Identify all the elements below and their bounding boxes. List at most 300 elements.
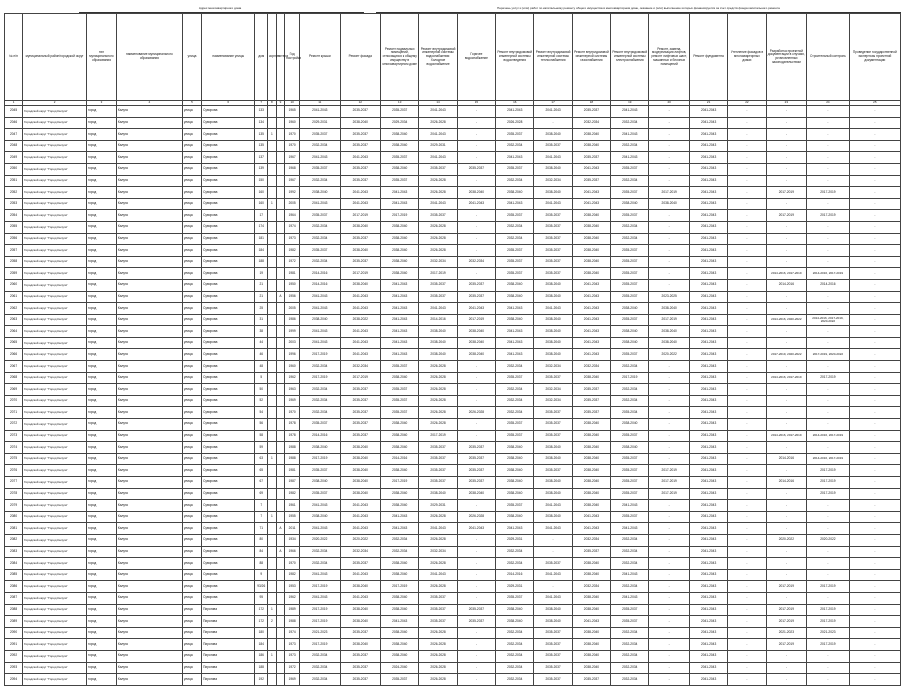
table-cell: 2032-2034	[300, 674, 340, 686]
table-cell: город	[87, 477, 117, 489]
table-cell: -	[457, 221, 495, 233]
table-cell: -	[649, 106, 689, 118]
table-cell: 2017-2019	[419, 430, 457, 442]
table-cell: -	[807, 361, 850, 373]
table-cell: 172	[255, 616, 268, 628]
table-cell: 2041-2043	[689, 453, 727, 465]
table-cell: Пирогова	[202, 639, 255, 651]
table-cell: -	[766, 245, 806, 257]
table-cell: город	[87, 372, 117, 384]
table-cell: 2041-2043	[572, 303, 610, 315]
table-cell	[268, 558, 277, 570]
table-cell: город	[87, 500, 117, 512]
table-cell: 2032-2034	[611, 384, 649, 396]
column-header: дом	[255, 14, 268, 101]
table-row	[5, 639, 901, 651]
table-cell: 2041-2043	[457, 198, 495, 210]
table-cell: 2017-2019	[300, 616, 340, 628]
table-cell: Городской округ "Город Калуга"	[23, 465, 87, 477]
table-cell: Городской округ "Город Калуга"	[23, 152, 87, 164]
table-cell: улица	[182, 384, 201, 396]
column-header: Разработка проектной документации в случаях, установленных законодательством	[766, 14, 806, 101]
table-cell: 2032-2034	[381, 546, 419, 558]
table-cell: город	[87, 523, 117, 535]
table-cell: 2021-2023	[807, 627, 850, 639]
table-cell: 2038-2040	[611, 442, 649, 454]
table-cell: -	[649, 233, 689, 245]
table-cell: город	[87, 187, 117, 199]
table-cell: 2035-2037	[300, 465, 340, 477]
table-cell: 2038-2040	[534, 477, 572, 489]
table-row	[5, 314, 901, 326]
table-cell	[276, 395, 285, 407]
table-cell: 7	[255, 500, 268, 512]
table-cell: 2032-2034	[300, 233, 340, 245]
table-cell: Суворова	[202, 546, 255, 558]
table-cell: 2038-2040	[572, 650, 610, 662]
table-cell: 2026-2028	[419, 245, 457, 257]
table-cell: 2041-2043	[689, 534, 727, 546]
table-cell: 2083	[5, 546, 23, 558]
table-cell	[268, 210, 277, 222]
table-cell: Суворова	[202, 349, 255, 361]
table-cell	[268, 337, 277, 349]
table-cell: 2038-2040	[381, 372, 419, 384]
table-cell: 1960	[285, 117, 300, 129]
table-cell: 2024-2040	[381, 662, 419, 674]
table-cell: 54	[255, 407, 268, 419]
table-cell: 2041-2043	[381, 326, 419, 338]
table-cell	[276, 279, 285, 291]
table-cell: Городской округ "Город Калуга"	[23, 534, 87, 546]
table-cell: 2026-2028	[419, 558, 457, 570]
table-cell: 2038-2040	[496, 442, 534, 454]
table-cell: Калуга	[116, 198, 182, 210]
table-cell: 2038-2040	[496, 279, 534, 291]
table-row	[5, 488, 901, 500]
table-cell: 2038-2040	[534, 163, 572, 175]
table-row	[5, 140, 901, 152]
table-cell: 2035-2037	[340, 419, 380, 431]
table-cell: 2035-2037	[611, 291, 649, 303]
column-header: Ремонт, замена, модернизация лифтов, ремонт лифтовых шахт, машинных и блочных помещений	[649, 14, 689, 101]
table-cell: 2038-2040	[572, 442, 610, 454]
table-row	[5, 650, 901, 662]
table-cell: улица	[182, 221, 201, 233]
table-cell: 2041-2043	[381, 291, 419, 303]
table-cell: 172	[255, 604, 268, 616]
table-cell: 2041-2043	[340, 187, 380, 199]
table-cell: 2032-2034	[300, 395, 340, 407]
table-cell: -	[728, 430, 766, 442]
table-cell: 2041-2043	[689, 511, 727, 523]
table-cell: 2041-2043	[689, 488, 727, 500]
table-cell: 137	[255, 152, 268, 164]
table-cell: -	[457, 129, 495, 141]
table-cell: 2029-2031	[496, 581, 534, 593]
table-cell: 2014-2016	[496, 569, 534, 581]
table-cell: 2035-2037	[340, 256, 380, 268]
table-cell: -	[649, 384, 689, 396]
table-cell	[268, 662, 277, 674]
table-cell: Калуга	[116, 500, 182, 512]
table-cell: 2076	[5, 465, 23, 477]
table-cell: -	[766, 384, 806, 396]
table-cell: 2041-2043	[496, 106, 534, 118]
column-number: 3	[87, 101, 117, 106]
table-cell: 2041-2043	[689, 674, 727, 686]
table-cell: 1973	[285, 233, 300, 245]
table-cell: -	[849, 268, 900, 280]
table-cell: 2038-2040	[457, 349, 495, 361]
table-cell: 2014-2016	[300, 268, 340, 280]
table-cell: Суворова	[202, 430, 255, 442]
address-group-rule	[79, 12, 364, 13]
table-cell: 2038-2040	[611, 419, 649, 431]
table-cell: 2038-2040	[572, 245, 610, 257]
table-cell: город	[87, 175, 117, 187]
table-cell: Суворова	[202, 592, 255, 604]
table-cell: 2026-2028	[419, 187, 457, 199]
table-cell: 2041-2043	[689, 419, 727, 431]
table-cell: 2017-2019	[300, 372, 340, 384]
table-cell: 2084	[5, 558, 23, 570]
table-cell: 2035-2037	[611, 604, 649, 616]
table-cell	[268, 419, 277, 431]
table-cell: 2038-2040	[381, 465, 419, 477]
table-cell	[268, 291, 277, 303]
table-cell: 2041-2043	[340, 511, 380, 523]
table-cell: 2032-2034	[496, 395, 534, 407]
table-cell: 2041-2043	[689, 279, 727, 291]
table-cell: 2035-2037	[340, 627, 380, 639]
table-cell: Калуга	[116, 221, 182, 233]
table-cell: Суворова	[202, 523, 255, 535]
table-cell: 2038-2040	[381, 129, 419, 141]
table-cell: 1988	[285, 616, 300, 628]
table-cell: 1992	[285, 187, 300, 199]
table-cell: -	[649, 221, 689, 233]
table-cell: 2035-2037	[611, 453, 649, 465]
table-cell: 2023-2025	[649, 291, 689, 303]
table-cell	[276, 674, 285, 686]
table-cell: 2041-2043	[689, 395, 727, 407]
table-cell: город	[87, 221, 117, 233]
table-cell: -	[766, 674, 806, 686]
table-cell: город	[87, 511, 117, 523]
table-cell	[268, 592, 277, 604]
table-cell: -	[849, 256, 900, 268]
table-cell: 1961	[285, 500, 300, 512]
table-cell: 2035-2037	[611, 210, 649, 222]
table-cell: -	[728, 117, 766, 129]
table-cell: 2038-2040	[381, 233, 419, 245]
table-cell	[276, 604, 285, 616]
table-cell: Калуга	[116, 453, 182, 465]
table-cell: 2005	[285, 198, 300, 210]
table-cell: 2020-2022	[766, 534, 806, 546]
table-cell: -	[849, 198, 900, 210]
table-cell: -	[849, 291, 900, 303]
table-cell: 2041-2043	[572, 291, 610, 303]
table-cell	[276, 384, 285, 396]
table-cell: 2032-2034	[496, 221, 534, 233]
table-cell: 2038-2040	[534, 511, 572, 523]
table-cell: 2032-2034	[496, 361, 534, 373]
table-cell: 2017-2019	[807, 604, 850, 616]
table-row	[5, 442, 901, 454]
table-cell: 2041-2043	[689, 117, 727, 129]
column-header: Ремонт фундамента	[689, 14, 727, 101]
table-cell: 2020-2022	[340, 534, 380, 546]
table-cell: -	[849, 650, 900, 662]
table-cell: 2035-2037	[611, 279, 649, 291]
table-cell: Калуга	[116, 650, 182, 662]
table-cell: -	[728, 291, 766, 303]
table-cell: 2038-2040	[340, 477, 380, 489]
table-cell: 1996	[285, 349, 300, 361]
table-cell: -	[807, 175, 850, 187]
table-cell: 2038-2040	[534, 291, 572, 303]
table-cell: 2041-2043	[689, 198, 727, 210]
table-cell: 2038-2040	[572, 477, 610, 489]
table-cell: 2032-2034	[534, 175, 572, 187]
table-cell: Городской округ "Город Калуга"	[23, 349, 87, 361]
table-cell: 2041-2043	[340, 349, 380, 361]
table-cell: 2035-2037	[340, 129, 380, 141]
table-cell: 2041-2043	[689, 465, 727, 477]
column-header: улица	[182, 14, 201, 101]
table-cell: Калуга	[116, 279, 182, 291]
table-cell: 2038-2040	[381, 430, 419, 442]
table-cell: 1974	[285, 221, 300, 233]
table-cell	[276, 210, 285, 222]
table-cell: Городской округ "Город Калуга"	[23, 477, 87, 489]
table-cell: город	[87, 581, 117, 593]
table-cell: 31	[255, 314, 268, 326]
table-cell: Городской округ "Город Калуга"	[23, 639, 87, 651]
column-header: наименование муниципального образования	[116, 14, 182, 101]
table-cell: -	[766, 140, 806, 152]
table-cell: 2038-2040	[572, 627, 610, 639]
table-cell: 2038-2040	[381, 639, 419, 651]
table-cell: Суворова	[202, 442, 255, 454]
table-cell	[268, 674, 277, 686]
table-cell: -	[849, 558, 900, 570]
table-cell: 2017-2019, 2020-2022	[807, 349, 850, 361]
table-cell: 2035-2037	[572, 152, 610, 164]
table-cell: Суворова	[202, 500, 255, 512]
table-cell	[268, 465, 277, 477]
table-cell: город	[87, 442, 117, 454]
table-cell: 2038-2040	[496, 488, 534, 500]
table-cell: 2038-2040	[300, 511, 340, 523]
table-cell: Суворова	[202, 314, 255, 326]
table-cell: 2041-2043	[419, 198, 457, 210]
table-cell: 2035-2037	[381, 384, 419, 396]
table-cell: город	[87, 616, 117, 628]
table-cell: 2014-2016, 2017-2019	[766, 268, 806, 280]
table-cell: 2041-2043	[300, 303, 340, 315]
table-cell: 2026-2028	[419, 395, 457, 407]
table-cell: 2035-2037	[534, 430, 572, 442]
table-cell: 1987	[285, 477, 300, 489]
table-cell: 2035-2037	[534, 407, 572, 419]
table-cell: 2059	[5, 268, 23, 280]
table-cell: Городской округ "Город Калуга"	[23, 372, 87, 384]
table-cell: 38	[255, 326, 268, 338]
table-cell: 2035-2037	[457, 465, 495, 477]
table-cell: 2032-2034	[496, 407, 534, 419]
table-cell: 2041-2043	[689, 581, 727, 593]
table-cell: 1970	[285, 407, 300, 419]
table-cell: -	[849, 674, 900, 686]
table-cell: -	[457, 534, 495, 546]
table-cell: 2052	[5, 187, 23, 199]
column-header: муниципальный район/городской округ	[23, 14, 87, 101]
table-cell: 1966	[285, 546, 300, 558]
table-cell: 2017-2019	[611, 372, 649, 384]
table-cell: 2035-2037	[340, 662, 380, 674]
table-row	[5, 372, 901, 384]
table-cell: 2038-2040	[381, 592, 419, 604]
table-cell: -	[649, 395, 689, 407]
table-cell: -	[457, 233, 495, 245]
table-cell: улица	[182, 419, 201, 431]
table-cell: 2017-2019	[649, 465, 689, 477]
table-cell: 2041-2043	[689, 175, 727, 187]
table-cell: -	[649, 534, 689, 546]
table-cell: -	[849, 129, 900, 141]
table-cell: 1934	[285, 534, 300, 546]
table-cell: -	[728, 407, 766, 419]
table-cell: -	[849, 430, 900, 442]
table-cell: 1960	[285, 361, 300, 373]
table-cell: 2038-2040	[300, 442, 340, 454]
table-cell: -	[457, 361, 495, 373]
table-cell: 88	[255, 558, 268, 570]
table-cell	[268, 117, 277, 129]
table-cell: Суворова	[202, 384, 255, 396]
table-cell: 2041-2043	[496, 152, 534, 164]
table-cell: 2038-2040	[534, 337, 572, 349]
table-cell: город	[87, 430, 117, 442]
table-cell: 2017-2019, 2020-2022	[766, 349, 806, 361]
table-cell: 2041-2043	[419, 152, 457, 164]
table-cell: Суворова	[202, 245, 255, 257]
table-cell: город	[87, 279, 117, 291]
table-cell: 2090	[5, 627, 23, 639]
table-cell: -	[728, 616, 766, 628]
table-cell: 2026-2028	[419, 650, 457, 662]
table-cell: -	[728, 395, 766, 407]
table-cell: 2041-2043	[689, 650, 727, 662]
table-cell: -	[849, 245, 900, 257]
table-cell: улица	[182, 430, 201, 442]
table-cell	[276, 662, 285, 674]
table-cell: -	[649, 581, 689, 593]
table-cell: улица	[182, 140, 201, 152]
table-cell: -	[649, 627, 689, 639]
table-cell	[276, 511, 285, 523]
table-cell: 2041-2043	[572, 314, 610, 326]
table-cell: 2087	[5, 592, 23, 604]
table-cell: 2038-2040	[381, 245, 419, 257]
table-cell: 1	[268, 129, 277, 141]
table-cell: 2017-2019	[807, 372, 850, 384]
column-number: 21	[689, 101, 727, 106]
header-group-row	[4, 5, 901, 13]
table-cell: Пирогова	[202, 604, 255, 616]
table-cell: 2041-2043	[300, 337, 340, 349]
table-cell	[276, 245, 285, 257]
table-cell: 2017-2019	[807, 581, 850, 593]
table-cell: 2038-2040	[496, 453, 534, 465]
column-number: 6	[202, 101, 255, 106]
table-cell: Городской округ "Город Калуга"	[23, 662, 87, 674]
table-cell: 2038-2040	[340, 442, 380, 454]
table-cell: Калуга	[116, 187, 182, 199]
table-cell: 1970	[285, 129, 300, 141]
table-cell: -	[807, 245, 850, 257]
table-row	[5, 453, 901, 465]
table-cell: -	[728, 349, 766, 361]
table-cell	[268, 279, 277, 291]
table-cell: Городской округ "Город Калуга"	[23, 337, 87, 349]
table-cell: улица	[182, 534, 201, 546]
table-cell: 2032-2034	[534, 384, 572, 396]
table-cell: Суворова	[202, 187, 255, 199]
table-cell: 2014-2016	[766, 279, 806, 291]
table-cell: Калуга	[116, 546, 182, 558]
table-cell: -	[849, 592, 900, 604]
table-cell: Калуга	[116, 419, 182, 431]
table-cell: 2041-2043	[689, 210, 727, 222]
table-cell: 1967	[285, 175, 300, 187]
table-cell: 2029-2031	[419, 140, 457, 152]
table-cell: 2041-2043	[572, 198, 610, 210]
table-cell: 135	[255, 140, 268, 152]
table-cell	[276, 233, 285, 245]
table-cell: 2035-2037	[534, 639, 572, 651]
table-cell: 2035-2037	[611, 488, 649, 500]
table-cell: -	[807, 221, 850, 233]
column-header: Строительный контроль	[807, 14, 850, 101]
table-cell: 2041-2043	[689, 558, 727, 570]
table-cell: 2038-2040	[572, 500, 610, 512]
table-cell: 2038-2040	[572, 604, 610, 616]
repair-schedule-table	[4, 13, 901, 686]
table-row	[5, 221, 901, 233]
table-cell: -	[766, 198, 806, 210]
table-cell: город	[87, 152, 117, 164]
table-cell: 2032-2034	[611, 558, 649, 570]
table-cell: город	[87, 419, 117, 431]
table-cell: -	[849, 639, 900, 651]
table-cell: 2035-2037	[534, 662, 572, 674]
table-cell: улица	[182, 349, 201, 361]
table-cell: -	[807, 592, 850, 604]
table-cell: 2041-2043	[496, 523, 534, 535]
table-row	[5, 384, 901, 396]
table-cell: 1	[268, 198, 277, 210]
table-cell: -	[807, 419, 850, 431]
table-cell: улица	[182, 616, 201, 628]
column-number: 20	[649, 101, 689, 106]
table-cell: 2038-2040	[381, 419, 419, 431]
table-cell: -	[457, 674, 495, 686]
table-cell: 2041-2043	[689, 163, 727, 175]
